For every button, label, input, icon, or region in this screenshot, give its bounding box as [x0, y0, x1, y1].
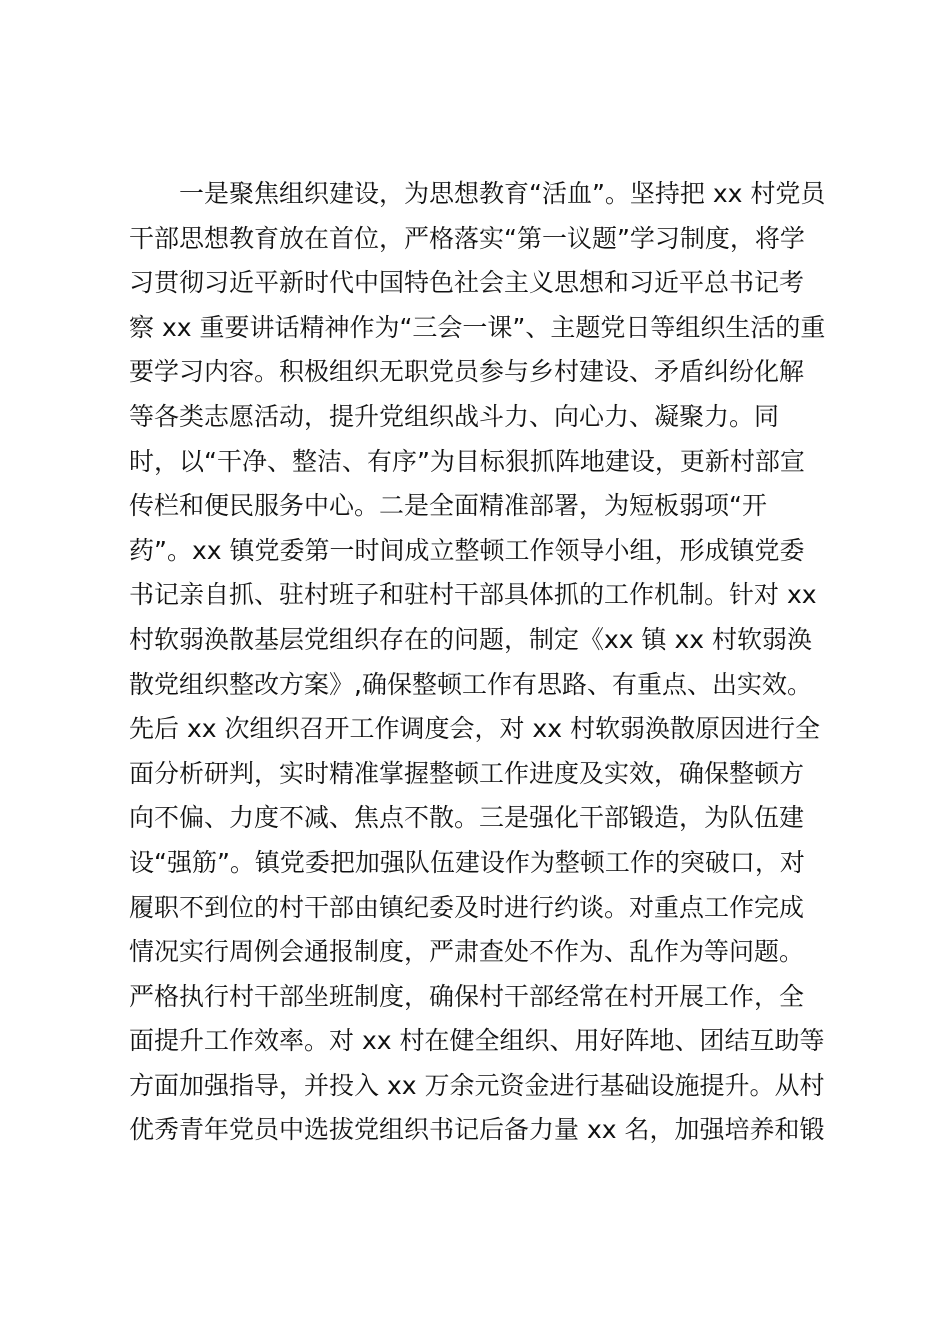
paragraph-line: 要学习内容。积极组织无职党员参与乡村建设、矛盾纠纷化解	[129, 357, 805, 387]
paragraph-line: 村软弱涣散基层党组织存在的问题，制定《xx 镇 xx 村软弱涣	[129, 624, 813, 654]
paragraph-line: 察 xx 重要讲话精神作为“三会一课”、主题党日等组织生活的重	[129, 312, 826, 342]
paragraph-line: 书记亲自抓、驻村班子和驻村干部具体抓的工作机制。针对 xx	[129, 580, 817, 610]
paragraph-line: 面提升工作效率。对 xx 村在健全组织、用好阵地、团结互助等	[129, 1026, 825, 1056]
paragraph-line: 散党组织整改方案》,确保整顿工作有思路、有重点、出实效。	[129, 669, 812, 699]
paragraph-line: 药”。xx 镇党委第一时间成立整顿工作领导小组，形成镇党委	[129, 535, 805, 565]
paragraph-line: 情况实行周例会通报制度，严肃查处不作为、乱作为等问题。	[129, 937, 805, 967]
paragraph-line: 履职不到位的村干部由镇纪委及时进行约谈。对重点工作完成	[129, 892, 805, 922]
paragraph-line: 严格执行村干部坐班制度，确保村干部经常在村开展工作，全	[129, 981, 805, 1011]
paragraph-line: 习贯彻习近平新时代中国特色社会主义思想和习近平总书记考	[129, 268, 805, 298]
paragraph-line: 优秀青年党员中选拔党组织书记后备力量 xx 名，加强培养和锻	[129, 1115, 825, 1145]
paragraph-line: 方面加强指导，并投入 xx 万余元资金进行基础设施提升。从村	[129, 1070, 825, 1100]
paragraph-line: 面分析研判，实时精准掌握整顿工作进度及实效，确保整顿方	[129, 758, 805, 788]
paragraph-line: 向不偏、力度不减、焦点不散。三是强化干部锻造，为队伍建	[129, 803, 805, 833]
paragraph-line: 一是聚焦组织建设，为思想教育“活血”。坚持把 xx 村党员	[129, 179, 826, 208]
paragraph-line: 设“强筋”。镇党委把加强队伍建设作为整顿工作的突破口，对	[129, 847, 805, 877]
paragraph-line: 等各类志愿活动，提升党组织战斗力、向心力、凝聚力。同	[129, 401, 780, 431]
paragraph-line: 先后 xx 次组织召开工作调度会，对 xx 村软弱涣散原因进行全	[129, 714, 820, 744]
paragraph-line: 传栏和便民服务中心。二是全面精准部署，为短板弱项“开	[129, 491, 767, 521]
body-paragraph	[129, 172, 849, 1153]
paragraph-line: 干部思想教育放在首位，严格落实“第一议题”学习制度，将学	[129, 223, 805, 253]
paragraph-line: 时，以“干净、整洁、有序”为目标狠抓阵地建设，更新村部宣	[129, 446, 805, 476]
